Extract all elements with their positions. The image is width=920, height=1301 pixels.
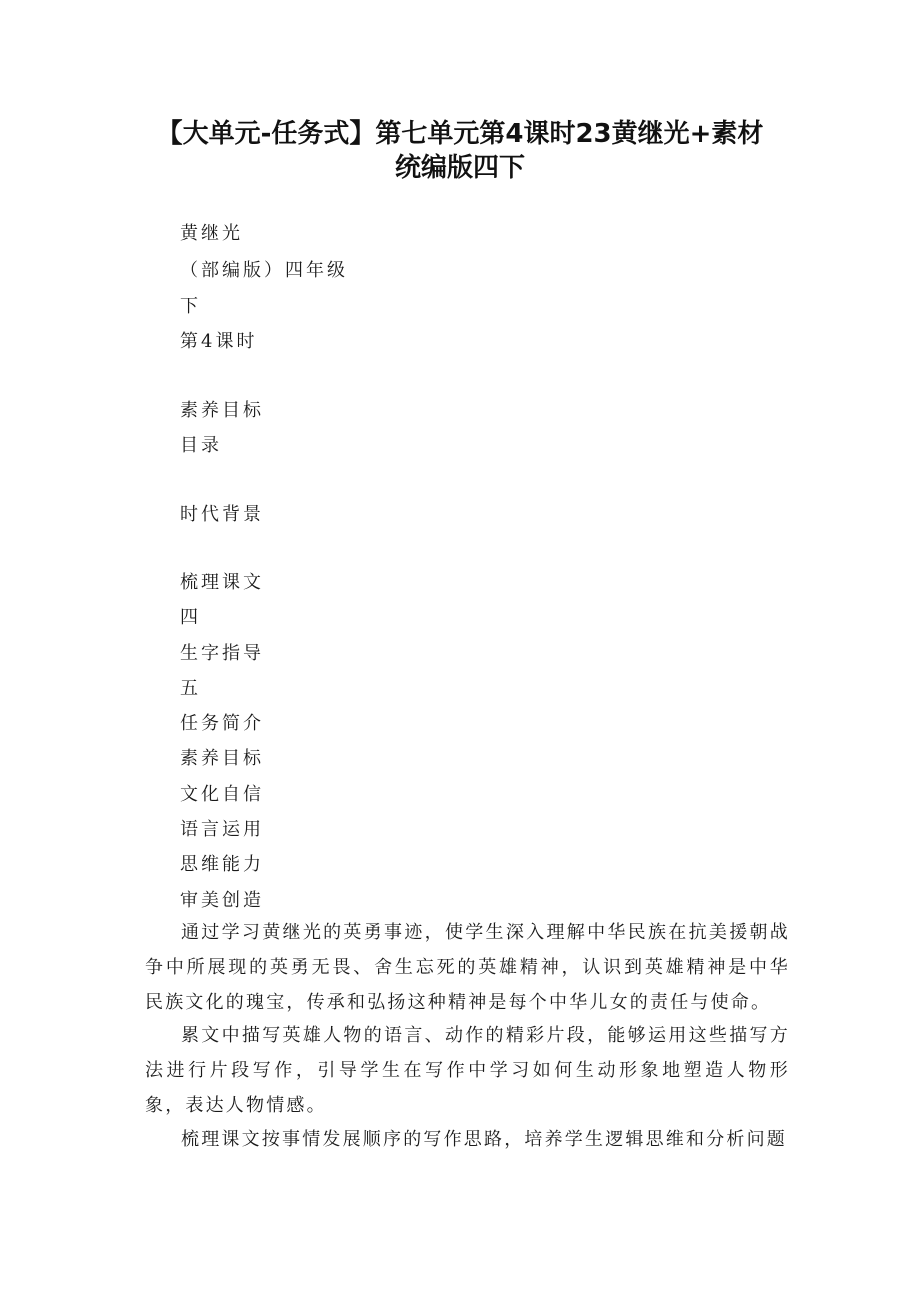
document-title-line-1: 【大单元-任务式】第七单元第4课时23黄继光+素材 xyxy=(156,119,764,149)
text-line-sort-text: 梳理课文 xyxy=(180,572,264,593)
paragraph-cultural-confidence: 通过学习黄继光的英勇事迹，使学生深入理解中华民族在抗美援朝战争中所展现的英勇无畏、舍生忘死的英雄精神，认识到英雄精神是中华民族文化的瑰宝，传承和弘扬这种精神是每个中华儿女的责任与使命。 xyxy=(145,922,790,1013)
text-line-background: 时代背景 xyxy=(180,504,264,525)
text-line-language-use: 语言运用 xyxy=(180,819,264,840)
text-line-literacy-goals-2: 素养目标 xyxy=(180,748,264,769)
paragraph-language-use: 累文中描写英雄人物的语言、动作的精彩片段，能够运用这些描写方法进行片段写作，引导学生在写作中学习如何生动形象地塑造人物形象，表达人物情感。 xyxy=(145,1025,790,1116)
text-line-volume: 下 xyxy=(180,296,201,317)
text-line-cultural-confidence: 文化自信 xyxy=(180,784,264,805)
document-title-line-2: 统编版四下 xyxy=(394,153,525,183)
text-line-character-guide: 生字指导 xyxy=(180,643,264,664)
text-line-edition: （部编版）四年级 xyxy=(180,260,348,281)
text-line-period: 第4课时 xyxy=(180,331,258,352)
text-line-section-five: 五 xyxy=(180,678,201,699)
text-line-contents: 目录 xyxy=(180,435,222,456)
text-line-lesson-name: 黄继光 xyxy=(180,223,243,244)
text-line-literacy-goals: 素养目标 xyxy=(180,400,264,421)
text-line-aesthetic-creation: 审美创造 xyxy=(180,890,264,911)
text-line-task-intro: 任务简介 xyxy=(180,713,264,734)
paragraph-thinking-ability: 梳理课文按事情发展顺序的写作思路，培养学生逻辑思维和分析问题 xyxy=(181,1129,787,1150)
text-line-thinking-ability: 思维能力 xyxy=(180,854,264,875)
text-line-section-four: 四 xyxy=(180,607,201,628)
